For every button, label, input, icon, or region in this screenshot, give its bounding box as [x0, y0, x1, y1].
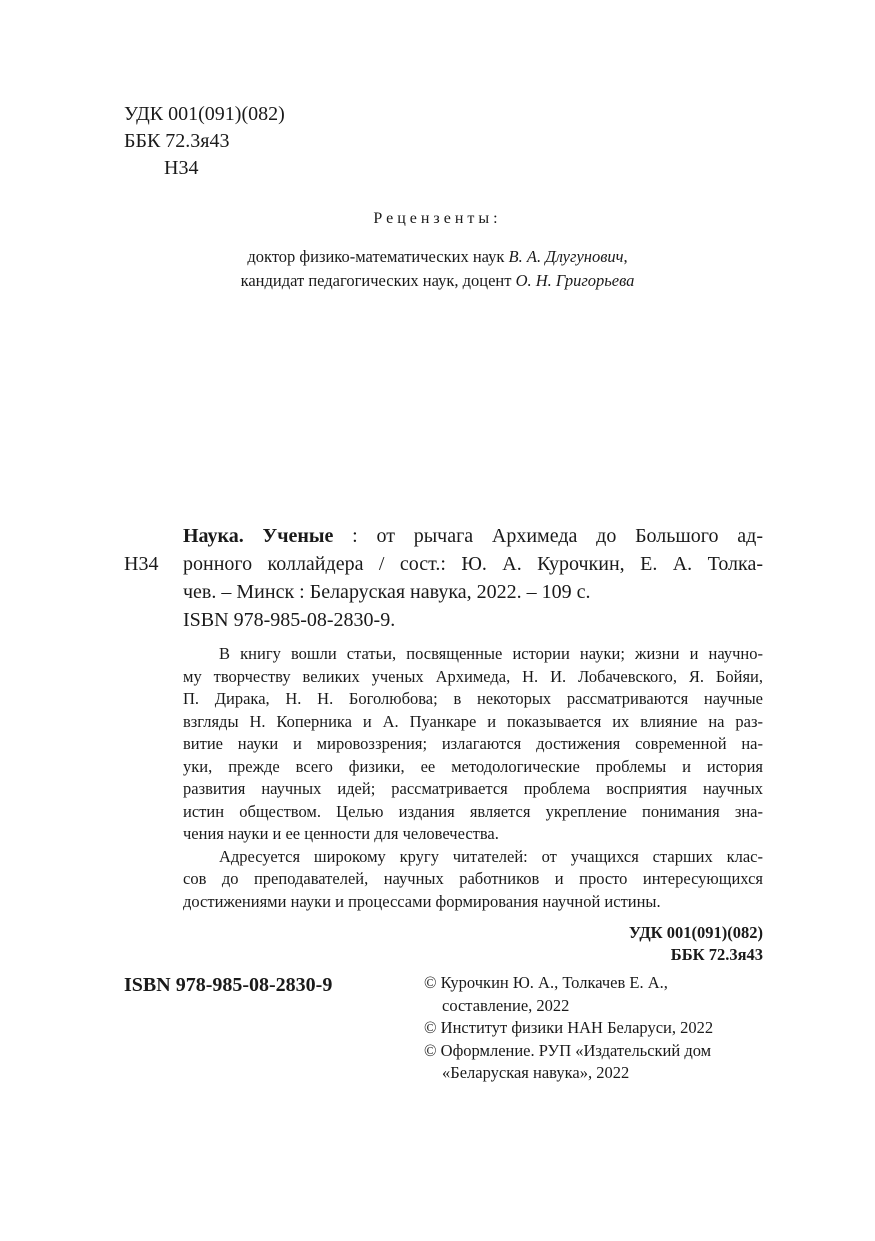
annotation-line: достижениями науки и процессами формирования научной истины.	[183, 891, 661, 911]
copyright-line: составление, 2022	[442, 995, 570, 1015]
annotation-line: уки, прежде всего физики, ее методологические проблемы и история	[183, 756, 763, 776]
footer-codes	[629, 922, 763, 966]
reviewer-2-name: О. Н. Григорьева	[515, 271, 635, 290]
annotation-line: П. Дирака, Н. Н. Боголюбова; в некоторых рассматриваются научные	[183, 689, 763, 708]
isbn: ISBN 978-985-08-2830-9	[124, 974, 333, 996]
reviewer-1-title: доктор физико-математических наук	[247, 247, 509, 266]
copyright-block	[424, 972, 784, 1085]
reviewer-2	[0, 269, 875, 293]
reviewer-1-name: В. А. Длугунович	[508, 247, 624, 266]
annotation-line: В книгу вошли статьи, посвященные истории науки; жизни и научно-	[219, 644, 763, 663]
bbk-code: ББК 72.3я43	[124, 130, 230, 152]
cutter-mark: Н34	[124, 553, 159, 575]
annotation-line: взгляды Н. Коперника и А. Пуанкаре и показывается их влияние на раз-	[183, 711, 763, 731]
copyright-line: © Оформление. РУП «Издательский дом	[424, 1040, 712, 1060]
annotation-line: витие науки и мировоззрения; излагаются достижения современной на-	[183, 734, 763, 753]
annotation-line: истин обществом. Целью издания является укрепление понимания зна-	[183, 801, 763, 821]
copyright-line: © Курочкин Ю. А., Толкачев Е. А.,	[424, 973, 668, 992]
annotation-line: развития научных идей; рассматривается проблема восприятия научных	[183, 779, 763, 798]
bib-isbn: ISBN 978-985-08-2830-9.	[183, 609, 396, 631]
reviewers-heading: Рецензенты:	[373, 210, 502, 227]
annotation-line: му творчеству великих ученых Архимеда, Н. И. Лобачевского, Я. Бойяи,	[183, 666, 763, 686]
annotation-line: сов до преподавателей, научных работников и просто интересующихся	[183, 869, 763, 888]
reviewer-2-title: кандидат педагогических наук, доцент	[240, 271, 516, 290]
classification-codes	[124, 101, 285, 182]
copyright-line: © Институт физики НАН Беларуси, 2022	[424, 1018, 714, 1037]
bib-line-3: чев. – Минск : Беларуская навука, 2022. – 109 с.	[183, 581, 591, 603]
reviewer-1-comma: ,	[623, 247, 628, 266]
reviewers-list	[0, 245, 875, 293]
cutter-code: Н34	[164, 157, 199, 179]
annotation-line: Адресуется широкому кругу читателей: от учащихся старших клас-	[219, 846, 763, 866]
udk-code: УДК 001(091)(082)	[124, 103, 285, 125]
footer-bbk: ББК 72.3я43	[670, 945, 763, 964]
bib-line-2: ронного коллайдера / сост.: Ю. А. Курочкин, Е. А. Толка-	[183, 553, 763, 575]
book-subtitle: : от рычага Архимеда до Большого ад-	[333, 525, 763, 547]
book-title: Наука. Ученые	[183, 525, 334, 547]
reviewer-1	[0, 245, 875, 269]
annotation	[183, 643, 763, 913]
bib-line-1	[183, 522, 763, 550]
annotation-line: чения науки и ее ценности для человечества.	[183, 824, 499, 843]
footer-udk: УДК 001(091)(082)	[628, 923, 763, 942]
bibliographic-record	[183, 522, 763, 634]
copyright-line: «Беларуская навука», 2022	[442, 1063, 630, 1082]
